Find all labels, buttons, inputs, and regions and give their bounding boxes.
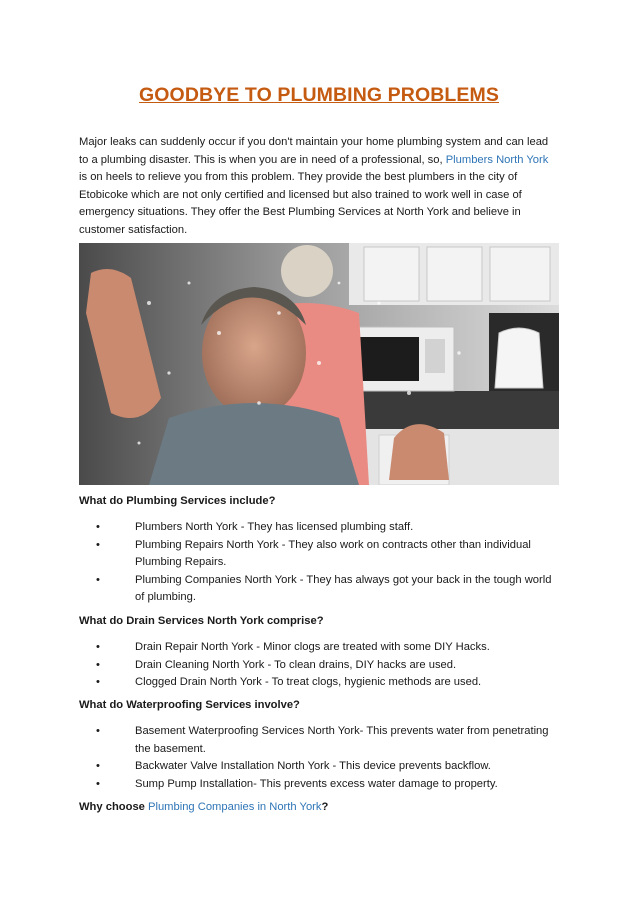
list-item <box>79 572 559 607</box>
why-choose-suffix: ? <box>321 801 329 813</box>
list-item <box>79 639 559 657</box>
list-item-text: Plumbing Companies North York - They has always got your back in the tough world of plumbing. <box>135 573 552 604</box>
list-item-text: Drain Cleaning North York - To clean drains, DIY hacks are used. <box>135 658 457 671</box>
intro-text-part1: Major leaks can suddenly occur if you don't maintain your home plumbing system and can lead to a plumbing disaster. This is when you are in need of a professional, so, <box>79 136 549 166</box>
section-heading-drain-services: What do Drain Services North York comprise? <box>79 615 324 627</box>
bullet-icon: • <box>96 641 100 653</box>
bullet-icon: • <box>96 725 100 737</box>
list-item <box>79 519 559 537</box>
drain-services-list <box>79 639 559 692</box>
list-item <box>79 657 559 675</box>
list-item-text: Plumbers North York - They has licensed plumbing staff. <box>135 521 414 533</box>
kitchen-leak-photo <box>79 243 559 485</box>
list-item <box>79 537 559 572</box>
intro-paragraph <box>79 134 559 240</box>
bullet-icon: • <box>96 573 100 586</box>
intro-text-part2: is on heels to relieve you from this problem. They provide the best plumbers in the city of Etobicoke which are not only certified and licensed but also trained to work well in case of emergency situations. They offer the Best Plumbing Services at North York and believe in customer satisfaction. <box>79 171 522 236</box>
page-title: GOODBYE TO PLUMBING PROBLEMS <box>139 84 499 106</box>
list-item <box>79 758 559 776</box>
list-item-text: Basement Waterproofing Services North York- This prevents water from penetrating the basement. <box>135 725 549 755</box>
plumbers-north-york-link[interactable]: Plumbers North York <box>445 153 549 166</box>
section-heading-plumbing-services: What do Plumbing Services include? <box>79 495 276 507</box>
list-item-text: Plumbing Repairs North York - They also work on contracts other than individual Plumbing Repairs. <box>135 538 531 569</box>
list-item-text: Backwater Valve Installation North York - This device prevents backflow. <box>135 760 491 773</box>
why-choose-heading <box>79 801 328 813</box>
bullet-icon: • <box>96 760 100 773</box>
section-heading-waterproofing-services: What do Waterproofing Services involve? <box>79 699 300 711</box>
bullet-icon: • <box>96 538 100 551</box>
why-choose-prefix: Why choose <box>79 801 148 813</box>
plumbing-services-list <box>79 519 559 607</box>
bullet-icon: • <box>96 676 100 689</box>
waterproofing-services-list <box>79 723 559 793</box>
list-item-text: Sump Pump Installation- This prevents excess water damage to property. <box>135 777 498 790</box>
bullet-icon: • <box>96 521 100 533</box>
list-item <box>79 776 559 794</box>
bullet-icon: • <box>96 658 100 671</box>
list-item-text: Drain Repair North York - Minor clogs are treated with some DIY Hacks. <box>135 641 490 653</box>
list-item-text: Clogged Drain North York - To treat clogs, hygienic methods are used. <box>135 676 482 689</box>
list-item <box>79 674 559 692</box>
list-item <box>79 723 559 758</box>
bullet-icon: • <box>96 777 100 790</box>
plumbing-companies-link[interactable]: Plumbing Companies in North York <box>148 801 322 813</box>
